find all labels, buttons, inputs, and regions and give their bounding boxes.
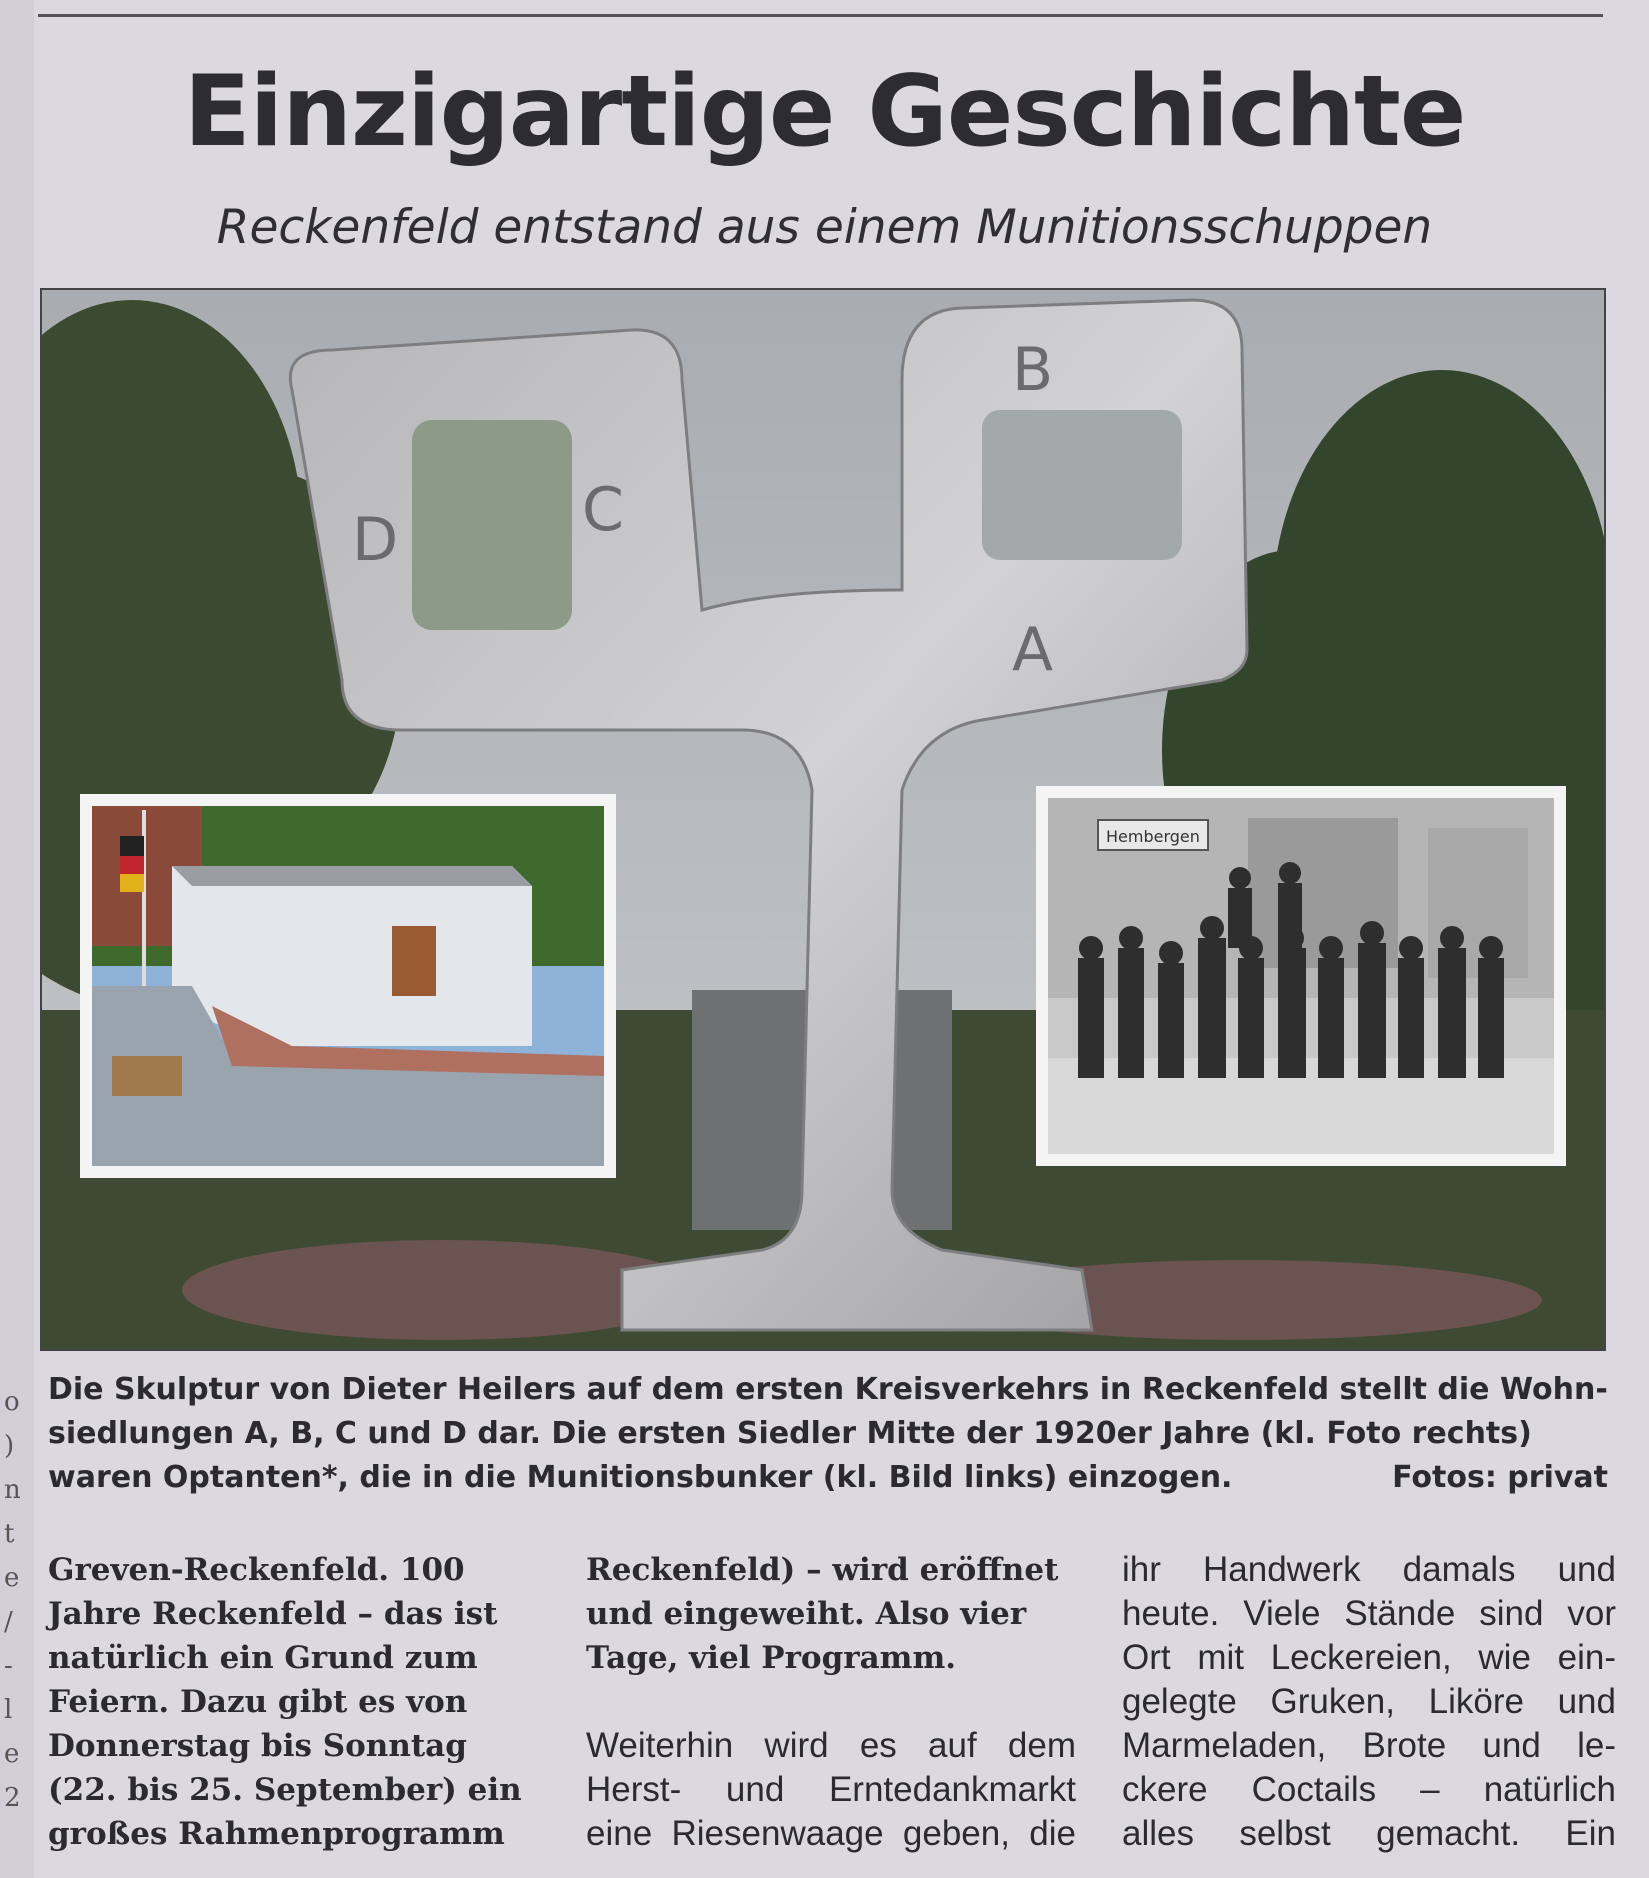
headline: Einzigartige Geschichte	[183, 55, 1466, 169]
article-line: Herst- und Erntedankmarkt	[586, 1770, 1076, 1809]
inset-photo-bunker	[80, 794, 616, 1178]
article-line: Jahre Reckenfeld – das ist	[48, 1596, 498, 1632]
article-line: Greven-Reckenfeld. 100	[48, 1552, 465, 1588]
sculpture-letter-a: A	[1012, 615, 1054, 685]
top-rule	[38, 14, 1603, 17]
article-line: großes Rahmenprogramm	[48, 1816, 505, 1852]
sculpture-letter-c: C	[582, 475, 624, 545]
caption-line: waren Optanten*, die in die Munitionsbunker (kl. Bild links) einzogen.	[48, 1460, 1233, 1495]
article-line: heute. Viele Stände sind vor	[1122, 1594, 1616, 1633]
station-sign: Hembergen	[1106, 827, 1200, 846]
bunker-photo	[92, 806, 604, 1166]
article-column-2	[586, 1548, 1076, 1856]
settlers-photo	[1048, 798, 1554, 1154]
margin-char: e	[4, 1739, 20, 1769]
sculpture-letter-b: B	[1012, 335, 1054, 405]
article-line: ihr Handwerk damals und	[1122, 1550, 1616, 1589]
margin-char: /	[4, 1607, 13, 1637]
article-line: Reckenfeld) – wird eröffnet	[586, 1552, 1059, 1588]
photo-credit: Fotos: privat	[1392, 1460, 1608, 1495]
article-line: eine Riesenwaage geben, die	[586, 1814, 1076, 1853]
article-line: natürlich ein Grund zum	[48, 1640, 478, 1676]
subheadline: Reckenfeld entstand aus einem Munitionsschuppen	[216, 200, 1433, 255]
margin-char: 2	[4, 1783, 21, 1813]
article-body	[586, 1724, 1076, 1856]
article-line: alles selbst gemacht. Ein	[1122, 1814, 1616, 1853]
caption-line: siedlungen A, B, C und D dar. Die ersten Siedler Mitte der 1920er Jahre (kl. Foto rechts)	[48, 1416, 1532, 1451]
caption-line: Die Skulptur von Dieter Heilers auf dem ersten Kreisverkehrs in Reckenfeld stellt die Wohn-	[48, 1372, 1608, 1407]
article-line: Ort mit Leckereien, wie ein-	[1122, 1638, 1616, 1677]
article-line: ckere Coctails – natürlich	[1122, 1770, 1616, 1809]
article-column-3	[1122, 1548, 1616, 1856]
article-line: Tage, viel Programm.	[586, 1640, 957, 1676]
adjacent-column-fragments	[4, 1380, 24, 1820]
article-line: und eingeweiht. Also vier	[586, 1596, 1027, 1632]
inset-photo-settlers	[1036, 786, 1566, 1166]
article-line: Feiern. Dazu gibt es von	[48, 1684, 468, 1720]
article-lead	[586, 1548, 1076, 1680]
sculpture-letter-d: D	[352, 505, 399, 575]
article-column-1	[48, 1548, 538, 1856]
margin-char: e	[4, 1563, 20, 1593]
article-line: gelegte Gruken, Liköre und	[1122, 1682, 1616, 1721]
photo-caption	[48, 1368, 1608, 1500]
margin-char: l	[4, 1695, 13, 1725]
margin-char: o	[4, 1387, 20, 1417]
article-line: Marmeladen, Brote und le-	[1122, 1726, 1616, 1765]
article-line: (22. bis 25. September) ein	[48, 1772, 522, 1808]
margin-char: -	[4, 1651, 13, 1681]
margin-char: t	[4, 1519, 15, 1549]
margin-char: )	[4, 1431, 15, 1461]
article-line: Weiterhin wird es auf dem	[586, 1726, 1076, 1765]
adjacent-column-margin	[0, 0, 34, 1878]
article-line: Donnerstag bis Sonntag	[48, 1728, 467, 1764]
margin-char: n	[4, 1475, 21, 1505]
